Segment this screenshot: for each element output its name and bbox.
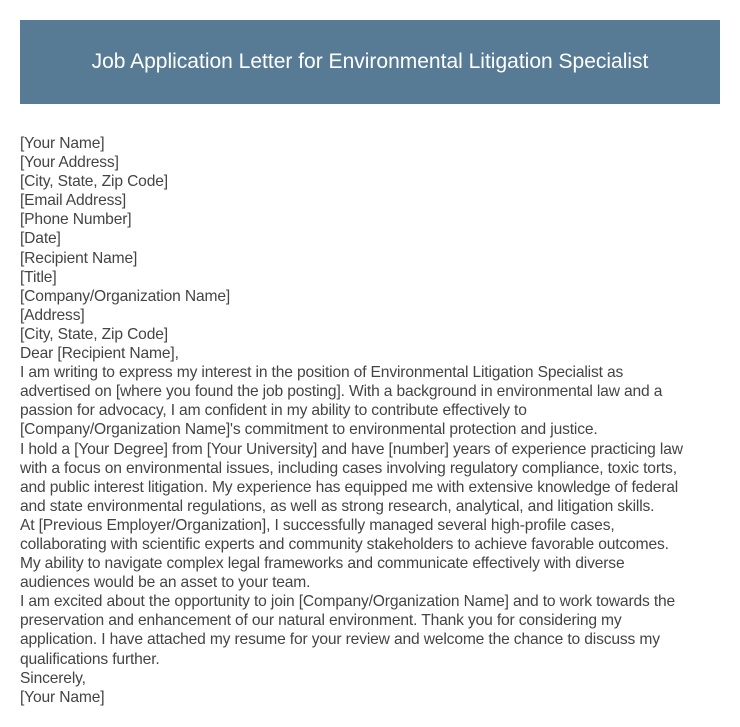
paragraph-interest bbox=[20, 363, 720, 439]
signature: [Your Name] bbox=[20, 688, 105, 706]
recipient-block bbox=[20, 249, 720, 344]
recipient-address: [Address] bbox=[20, 306, 85, 324]
paragraph-experience bbox=[20, 516, 720, 592]
recipient-name: [Recipient Name] bbox=[20, 249, 138, 267]
paragraph-line: collaborating with scientific experts and community stakeholders to achieve favorable outcomes. bbox=[20, 535, 669, 553]
paragraph-closing bbox=[20, 592, 720, 668]
salutation: Dear [Recipient Name], bbox=[20, 345, 179, 363]
paragraph-line: application. I have attached my resume for your review and welcome the chance to discuss my bbox=[20, 631, 660, 649]
paragraph-line: At [Previous Employer/Organization], I successfully managed several high-profile cases, bbox=[20, 516, 615, 534]
paragraph-line: I am excited about the opportunity to join [Company/Organization Name] and to work towards the bbox=[20, 593, 676, 611]
closing: Sincerely, bbox=[20, 669, 86, 687]
paragraph-line: [Company/Organization Name]'s commitment to environmental protection and justice. bbox=[20, 421, 598, 439]
sender-block bbox=[20, 134, 720, 249]
paragraph-line: I hold a [Your Degree] from [Your University] and have [number] years of experience practicing law bbox=[20, 440, 683, 458]
paragraph-line: My ability to navigate complex legal frameworks and communicate effectively with diverse bbox=[20, 555, 625, 573]
recipient-title: [Title] bbox=[20, 268, 57, 286]
sender-name: [Your Name] bbox=[20, 135, 105, 152]
paragraph-line: and public interest litigation. My experience has equipped me with extensive knowledge of federal bbox=[20, 478, 679, 496]
recipient-organization: [Company/Organization Name] bbox=[20, 287, 231, 305]
paragraph-line: and state environmental regulations, as well as strong research, analytical, and litigation skills. bbox=[20, 497, 655, 515]
sender-address: [Your Address] bbox=[20, 154, 119, 172]
recipient-city-state-zip: [City, State, Zip Code] bbox=[20, 325, 168, 343]
paragraph-line: with a focus on environmental issues, including cases involving regulatory compliance, toxic torts, bbox=[20, 459, 677, 477]
header-banner bbox=[20, 20, 720, 104]
paragraph-line: I am writing to express my interest in the position of Environmental Litigation Specialist as bbox=[20, 364, 624, 382]
letter-date: [Date] bbox=[20, 230, 61, 248]
page-title: Job Application Letter for Environmental Litigation Specialist bbox=[91, 50, 649, 73]
paragraph-line: qualifications further. bbox=[20, 650, 160, 668]
sender-phone: [Phone Number] bbox=[20, 211, 132, 229]
sender-city-state-zip: [City, State, Zip Code] bbox=[20, 173, 168, 191]
paragraph-line: advertised on [where you found the job posting]. With a background in environmental law and a bbox=[20, 383, 663, 401]
paragraph-line: audiences would be an asset to your team. bbox=[20, 574, 311, 592]
paragraph-qualifications bbox=[20, 440, 720, 516]
paragraph-line: preservation and enhancement of our natural environment. Thank you for considering my bbox=[20, 612, 622, 630]
sender-email: [Email Address] bbox=[20, 192, 127, 210]
paragraph-line: passion for advocacy, I am confident in my ability to contribute effectively to bbox=[20, 402, 527, 420]
letter-body bbox=[20, 134, 720, 707]
